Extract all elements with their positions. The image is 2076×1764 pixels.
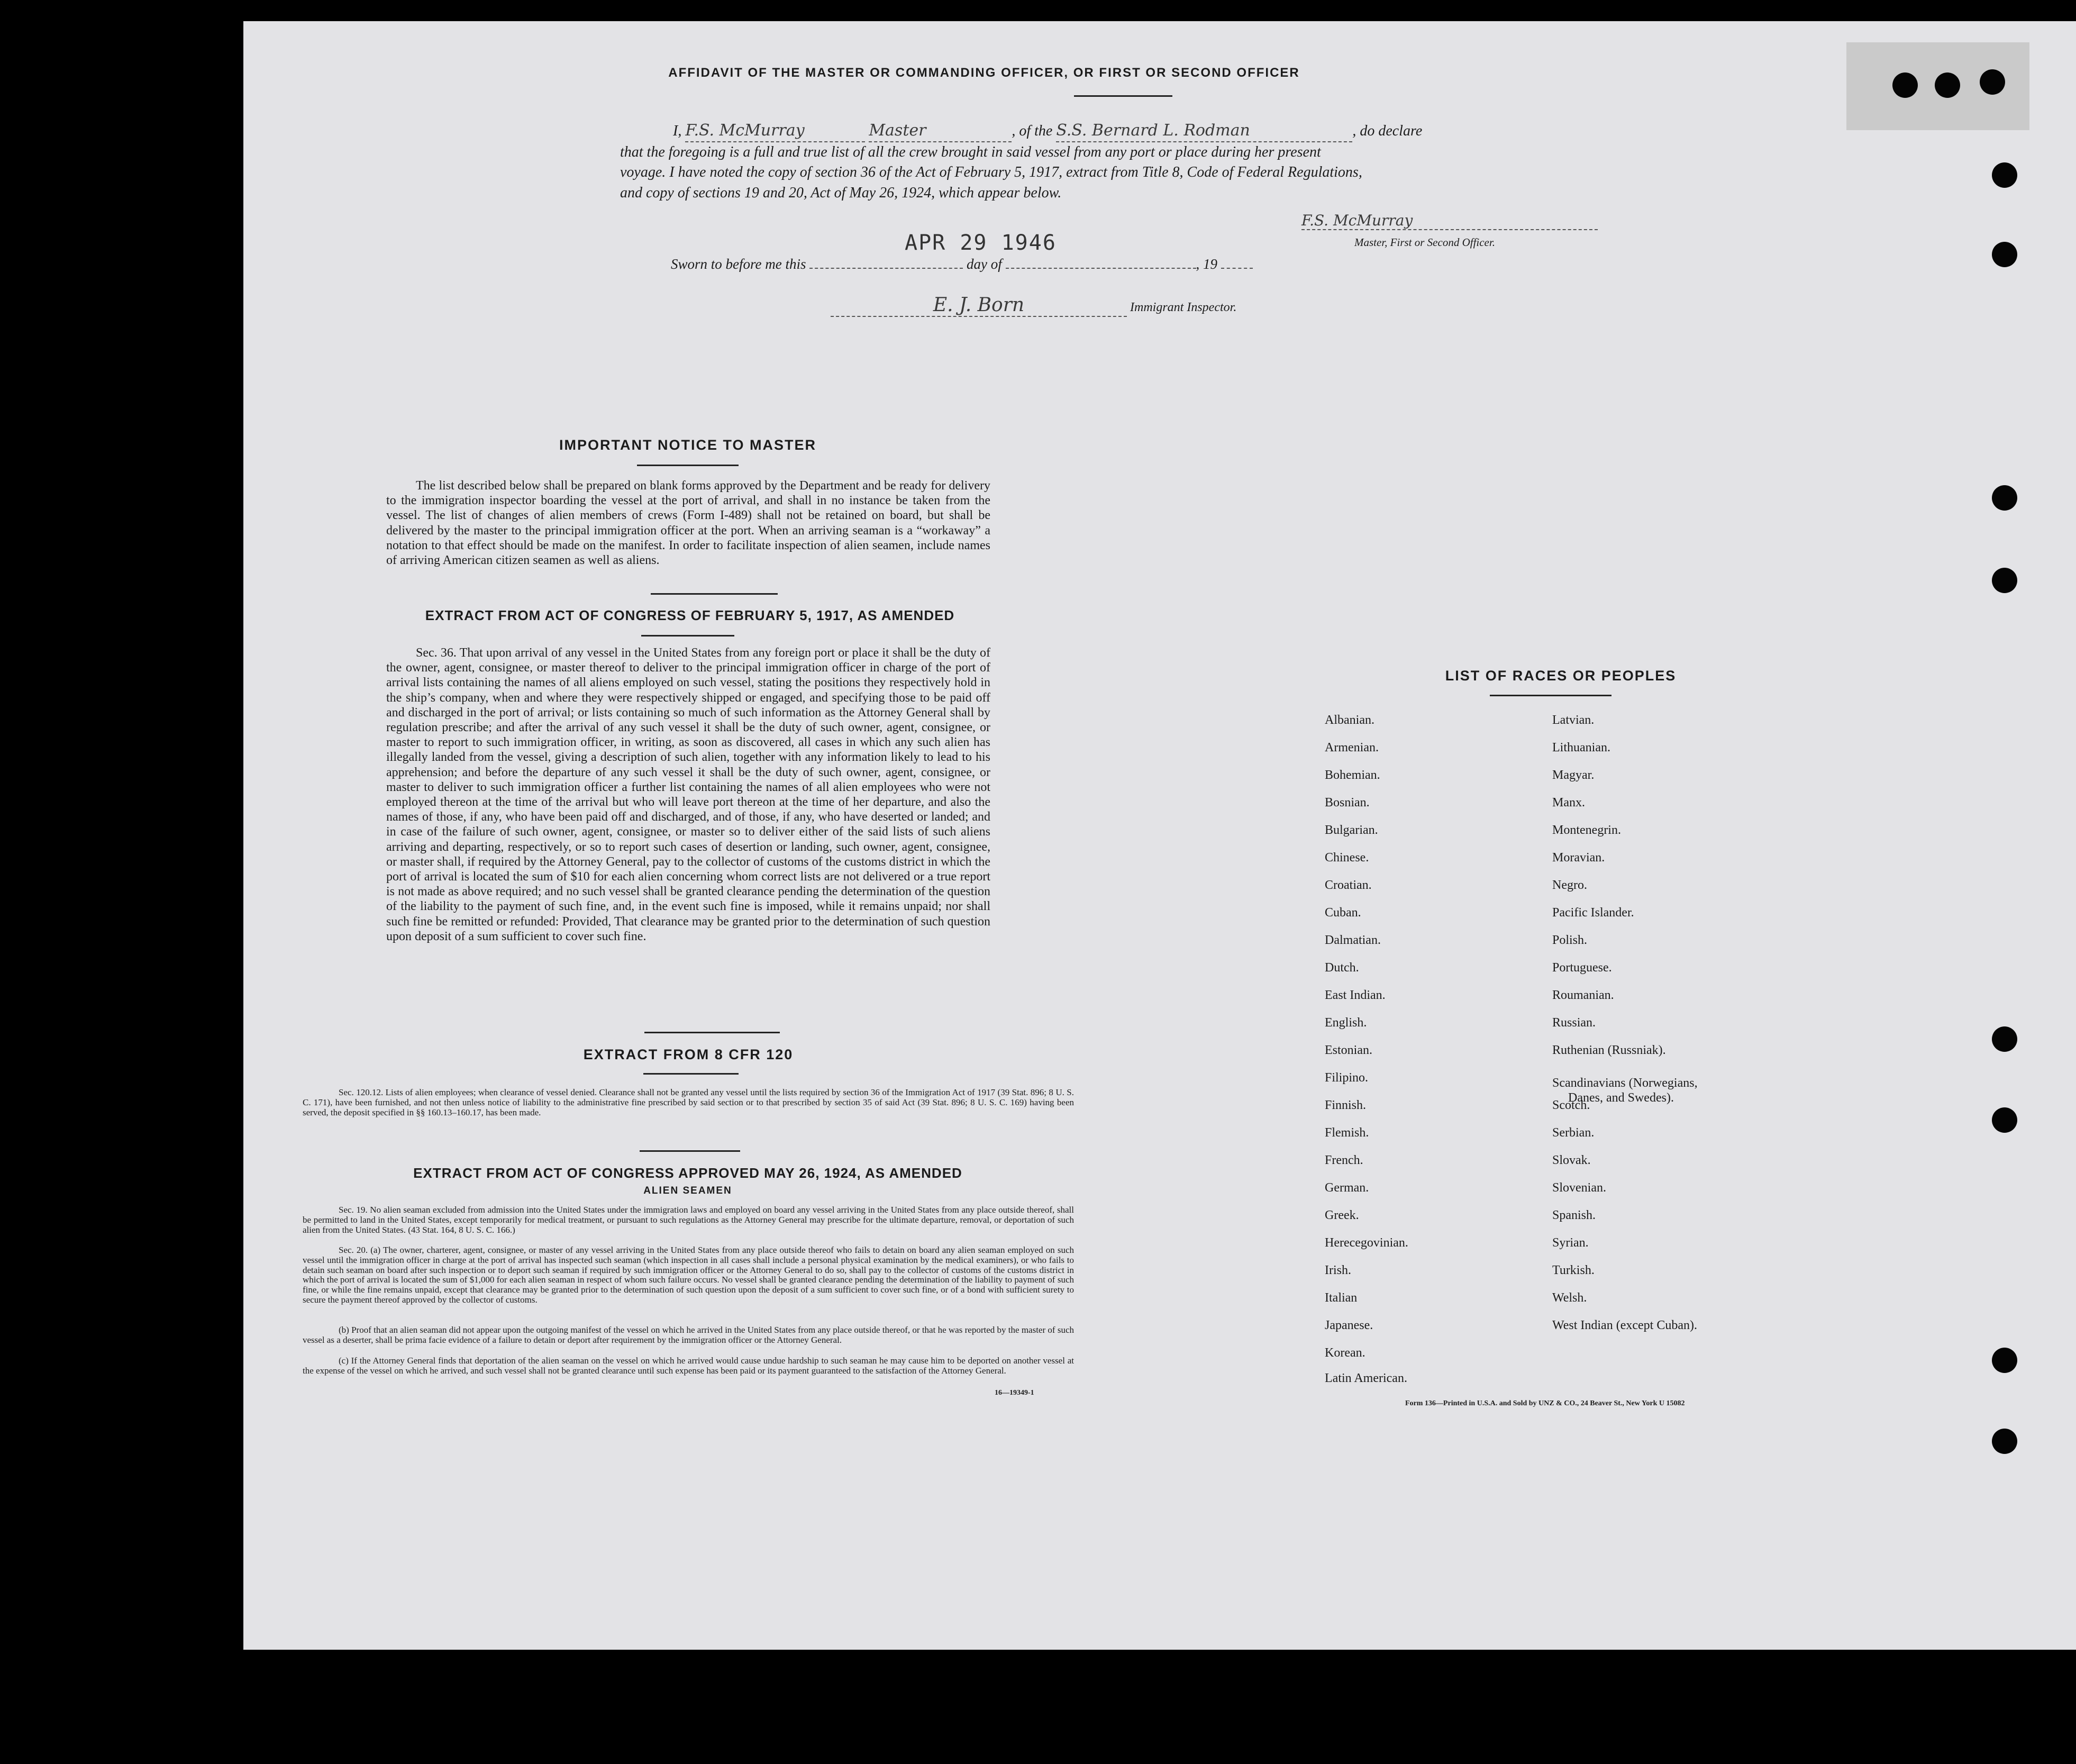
extract-1924-heading: EXTRACT FROM ACT OF CONGRESS APPROVED MAY 26, 1924, AS AMENDED [413, 1165, 962, 1181]
race-item: Greek. [1325, 1208, 1359, 1222]
race-item: Bohemian. [1325, 768, 1380, 782]
extract-1917-heading: EXTRACT FROM ACT OF CONGRESS OF FEBRUARY 5, 1917, AS AMENDED [425, 607, 955, 623]
inspector-signature: E. J. Born [831, 294, 1127, 317]
race-item: Scotch. [1552, 1098, 1590, 1112]
master-name: F.S. McMurray [685, 121, 865, 142]
declaration-line: voyage. I have noted the copy of section 36 of the Act of February 5, 1917, extract from Title 8, Code of Federal Regulations, [620, 164, 1362, 180]
vessel-name: S.S. Bernard L. Rodman [1056, 121, 1352, 142]
divider [651, 593, 778, 595]
alien-seamen-subheading: ALIEN SEAMEN [643, 1185, 732, 1196]
extract-cfr-text: Sec. 120.12. Lists of alien employees; when clearance of vessel denied. Clearance shall not be granted any vessel until the lists required by section 36 of the Immigration Act of 1917 (39 Stat. 896; 8 U. S. C. 171), have been furnished, and not then unless notice of liability to the administrative fine prescribed by said section or to that prescribed by section 35 of said Act (39 Stat. 896; 8 U. S. C. 169) having been served, the deposit specified in §§ 160.13–160.17, has been made. [303, 1087, 1074, 1117]
race-item: Croatian. [1325, 878, 1372, 892]
race-item: Albanian. [1325, 713, 1374, 727]
master-title: Master [869, 121, 1012, 142]
affidavit-title: AFFIDAVIT OF THE MASTER OR COMMANDING OFFICER, OR FIRST OR SECOND OFFICER [668, 66, 1300, 80]
race-item: Negro. [1552, 878, 1587, 892]
race-item: Bosnian. [1325, 796, 1370, 810]
race-item: Japanese. [1325, 1319, 1373, 1332]
divider [644, 1032, 780, 1033]
divider [640, 1150, 740, 1152]
race-item: Moravian. [1552, 851, 1605, 865]
punch-hole [1992, 1429, 2017, 1454]
race-item: Polish. [1552, 933, 1588, 947]
inspector-line [831, 294, 1236, 317]
sworn-prefix: Sworn to before me this [671, 256, 806, 272]
punch-hole [1892, 72, 1918, 98]
punch-hole [1992, 1348, 2017, 1373]
divider [1490, 695, 1611, 696]
punch-hole [1935, 72, 1960, 98]
race-item: Manx. [1552, 796, 1585, 810]
inspector-caption: Immigrant Inspector. [1130, 301, 1237, 314]
race-item: Cuban. [1325, 906, 1361, 920]
race-item: East Indian. [1325, 988, 1386, 1002]
race-item: Scandinavians (Norwegians, [1552, 1076, 1698, 1090]
master-signature: F.S. McMurray [1301, 212, 1598, 230]
race-item: Latin American. [1325, 1371, 1407, 1385]
race-item: Armenian. [1325, 741, 1379, 754]
race-item: Slovenian. [1552, 1181, 1606, 1195]
extract-1924-sec20c: (c) If the Attorney General finds that deportation of the alien seaman on the vessel on which he arrived would cause undue hardship to such seaman he may cause him to be deported on another vessel at the expense of the vessel on which he arrived, and such vessel shall not be granted clearance until such expense has been paid or its payment guaranteed to the satisfaction of the Attorney General. [303, 1356, 1074, 1376]
race-item: Ruthenian (Russniak). [1552, 1043, 1666, 1057]
race-item: Finnish. [1325, 1098, 1367, 1112]
stamp-date: APR 29 1946 [905, 231, 1057, 255]
extract-1924-sec20a: Sec. 20. (a) The owner, charterer, agent, consignee, or master of any vessel arriving in the United States from any place outside thereof who fails to detain on board any alien seaman employed on such vessel until the immigration officer in charge at the port of arrival has inspected such seaman (which inspection in all cases shall include a personal physical examination by the medical examiners), or who fails to detain such seaman on board after such inspection or to deport such seaman if required by such immigration officer or the Attorney General to do so, shall pay to the collector of customs of the customs district in which the port of arrival is located the sum of $1,000 for each alien seaman in respect of whom such failure occurs. No vessel shall be granted clearance pending the determination of the liability to payment of such fine, or while the fine remains unpaid, except that clearance may be granted prior to the determination of such question upon the deposit of a sum sufficient to cover such fine, or of a bond with sufficient surety to secure the payment thereof approved by the collector of customs. [303, 1245, 1074, 1305]
race-item: Turkish. [1552, 1263, 1595, 1277]
race-item: Flemish. [1325, 1126, 1369, 1140]
race-item: Montenegrin. [1552, 823, 1621, 837]
day-of-text: day of [967, 256, 1002, 272]
race-item: Bulgarian. [1325, 823, 1378, 837]
race-item: Slovak. [1552, 1153, 1591, 1167]
race-item: Dalmatian. [1325, 933, 1381, 947]
divider [637, 465, 739, 466]
race-item: Dutch. [1325, 961, 1359, 975]
races-heading: LIST OF RACES OR PEOPLES [1445, 668, 1677, 684]
notice-heading: IMPORTANT NOTICE TO MASTER [559, 437, 816, 453]
extract-cfr-heading: EXTRACT FROM 8 CFR 120 [583, 1047, 794, 1062]
race-item: Welsh. [1552, 1291, 1587, 1305]
divider [643, 1073, 739, 1075]
race-item: Syrian. [1552, 1236, 1589, 1250]
race-item: Estonian. [1325, 1043, 1372, 1057]
race-item: Pacific Islander. [1552, 906, 1634, 920]
punch-hole [1992, 1107, 2017, 1133]
sworn-line [671, 256, 1253, 272]
divider [641, 635, 734, 637]
master-signature-caption: Master, First or Second Officer. [1354, 236, 1495, 249]
race-item: West Indian (except Cuban). [1552, 1319, 1697, 1332]
form-code: 16—19349-1 [995, 1389, 1034, 1397]
extract-1924-sec20b: (b) Proof that an alien seaman did not appear upon the outgoing manifest of the vessel on which he arrived in the United States from any place outside thereof, or that he was reported by the master of such vessel as a deserter, shall be prima facie evidence of a failure to detain or deport after requirement by the immigration officer or the Attorney General. [303, 1325, 1074, 1345]
punch-hole [1980, 69, 2005, 95]
extract-1924-sec19: Sec. 19. No alien seaman excluded from admission into the United States under the immigration laws and employed on board any vessel arriving in the United States from any place outside thereof, shall be permitted to land in the United States, except temporarily for medical treatment, or pursuant to such regulations as the Attorney General may prescribe for the ultimate departure, removal, or deportation of such alien from the United States. (43 Stat. 164, 8 U. S. C. 166.) [303, 1205, 1074, 1235]
race-item: Korean. [1325, 1346, 1365, 1360]
punch-hole [1992, 568, 2017, 593]
race-item: Danes, and Swedes). [1568, 1091, 1674, 1105]
declaration-line: and copy of sections 19 and 20, Act of May 26, 1924, which appear below. [620, 184, 1062, 201]
race-item: Herecegovinian. [1325, 1236, 1408, 1250]
race-item: Russian. [1552, 1016, 1596, 1030]
race-item: Lithuanian. [1552, 741, 1610, 754]
race-item: Roumanian. [1552, 988, 1614, 1002]
race-item: Magyar. [1552, 768, 1595, 782]
race-item: English. [1325, 1016, 1367, 1030]
of-the-text: , of the [1012, 123, 1053, 139]
punch-hole [1992, 242, 2017, 267]
race-item: Filipino. [1325, 1071, 1369, 1085]
punch-hole [1992, 1026, 2017, 1052]
divider [1074, 95, 1172, 97]
affidavit-declaration [620, 121, 1631, 203]
race-item: Irish. [1325, 1263, 1351, 1277]
punch-hole [1992, 485, 2017, 511]
notice-text: The list described below shall be prepared on blank forms approved by the Department and be ready for delivery to the immigration inspector boarding the vessel at the port of arrival, and shall in no instance be taken from the vessel. The list of changes of alien members of crews (Form I-489) shall not be retained on board, but shall be delivered by the master to the principal immigration officer at the port. When an arriving seaman is a “workaway” a notation to that effect should be made on the manifest. In order to facilitate inspection of alien seamen, include names of arriving American citizen seamen as well as aliens. [386, 479, 990, 568]
race-item: Portuguese. [1552, 961, 1612, 975]
printer-footer: Form 136—Printed in U.S.A. and Sold by UNZ & CO., 24 Beaver St., New York U 15082 [1405, 1399, 1685, 1407]
declaration-suffix: , do declare [1352, 123, 1423, 139]
race-item: Latvian. [1552, 713, 1595, 727]
declaration-line: that the foregoing is a full and true list of all the crew brought in said vessel from any port or place during her present [620, 143, 1321, 160]
race-item: Chinese. [1325, 851, 1369, 865]
declaration-prefix: I, [673, 123, 682, 139]
punch-hole [1992, 162, 2017, 188]
race-item: French. [1325, 1153, 1363, 1167]
year-prefix: , 19 [1196, 256, 1217, 272]
race-item: Italian [1325, 1291, 1358, 1305]
extract-1917-text: Sec. 36. That upon arrival of any vessel in the United States from any foreign port or place it shall be the duty of the owner, agent, consignee, or master thereof to deliver to the principal immigration officer in charge of the port of arrival lists containing the names of all aliens employed on such vessel, stating the positions they respectively hold in the ship’s company, when and where they were respectively shipped or engaged, and specifying those to be paid off and discharged in the port of arrival; or lists containing so much of such information as the Attorney General shall by regulation prescribe; and after the arrival of any such vessel it shall be the duty of such owner, agent, consignee, or master to report to such immigration officer, in writing, as soon as discovered, all cases in which any such alien has illegally landed from the vessel, giving a description of such alien, together with any information likely to lead to his apprehension; and before the departure of any such vessel it shall be the duty of such owner, agent, consignee, or master to deliver to such immigration officer a further list containing the names of all alien employees who were not employed thereon at the time of the arrival but who will leave port thereon at the time of her departure, and also the names of those, if any, who have been paid off and discharged, and of those, if any, who have deserted or landed; and in case of the failure of such owner, agent, consignee, or master so to deliver either of the said lists of such aliens arriving and departing, respectively, or so to report such cases of desertion or landing, such owner, agent, consignee, or master shall, if required by the Attorney General, pay to the collector of customs of the customs district in which the port of arrival is located the sum of $10 for each alien concerning whom correct lists are not delivered or a true report is not made as above required; and no such vessel shall be granted clearance pending the determination of the question of the liability to the payment of such fine, and, in the event such fine is imposed, while it remains unpaid; nor shall such fine be remitted or refunded: Provided, That clearance may be granted prior to the determination of such question upon deposit of a sum sufficient to cover such fine. [386, 646, 990, 943]
race-item: Spanish. [1552, 1208, 1596, 1222]
race-item: Serbian. [1552, 1126, 1595, 1140]
race-item: German. [1325, 1181, 1369, 1195]
